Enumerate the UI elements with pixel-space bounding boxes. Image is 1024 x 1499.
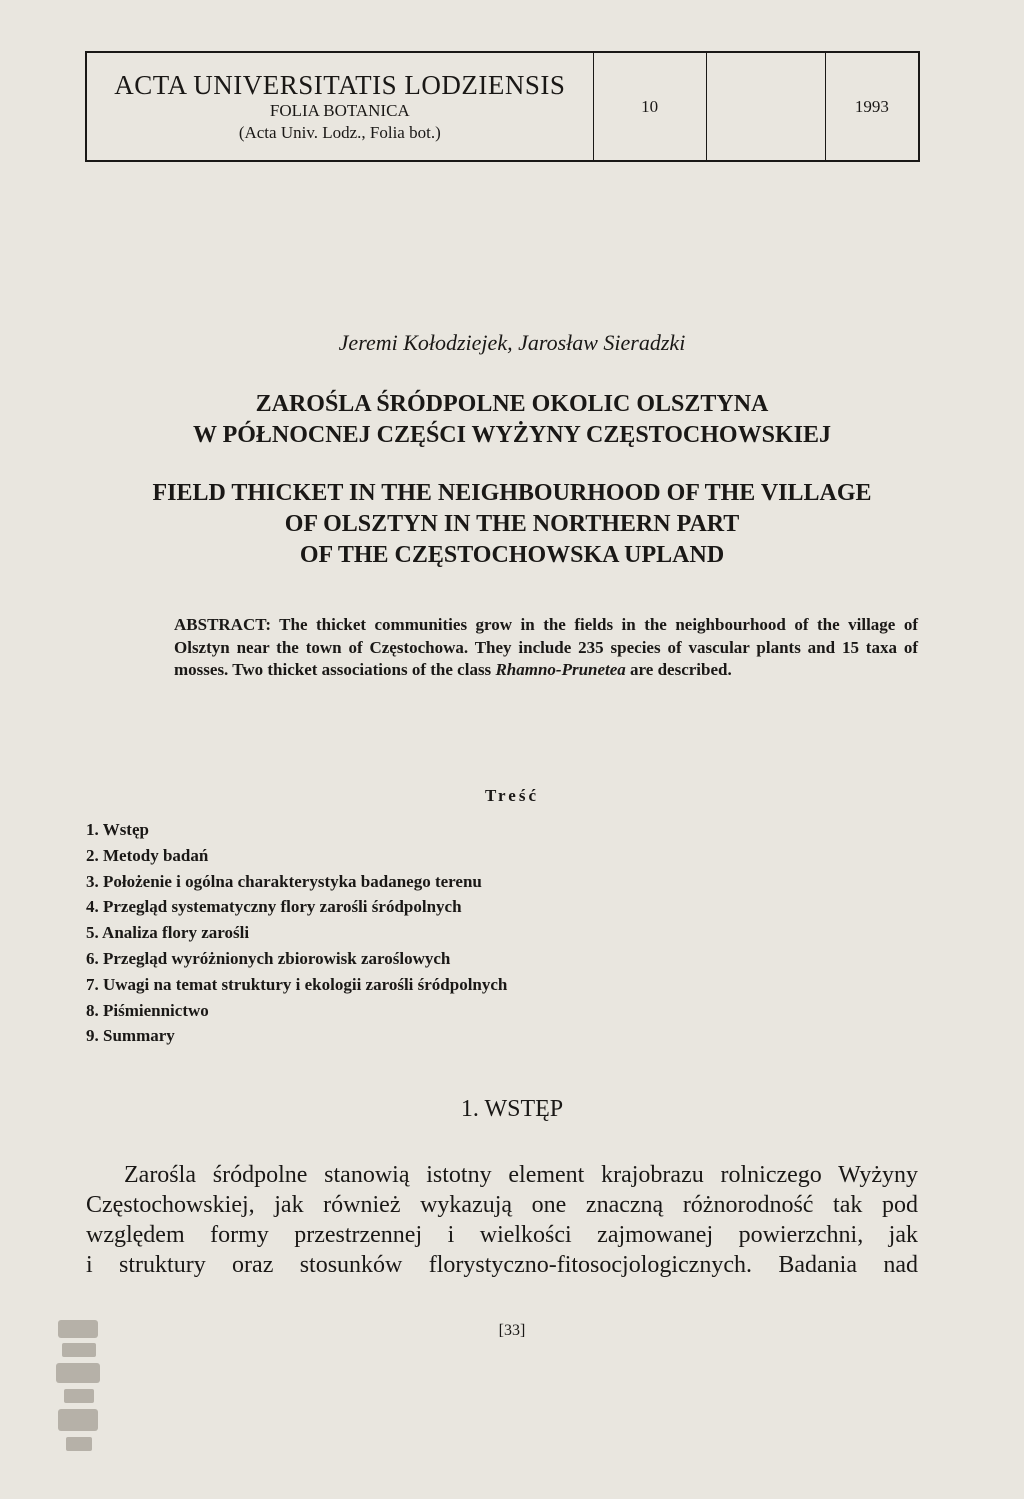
title-english-line: OF OLSZTYN IN THE NORTHERN PART — [284, 511, 740, 537]
authors: Jeremi Kołodziejek, Jarosław Sieradzki — [338, 330, 686, 355]
page-number: [33] — [498, 1322, 526, 1339]
table-of-contents — [86, 817, 786, 1049]
journal-name: ACTA UNIVERSITATIS LODZIENSIS — [114, 69, 566, 100]
body-line: względem formy przestrzennej i wielkości zajmowanej powierzchni, jak — [86, 1222, 918, 1248]
abstract-end: are described. — [630, 660, 732, 679]
toc-item: 1. Wstęp — [86, 820, 149, 839]
volume-cell — [593, 52, 706, 161]
journal-abbreviation: (Acta Univ. Lodz., Folia bot.) — [238, 122, 441, 142]
publication-year: 1993 — [854, 96, 889, 116]
body-line: Częstochowskiej, jak również wykazują one znaczną różnorodność tak pod — [86, 1192, 918, 1218]
journal-series: FOLIA BOTANICA — [269, 100, 410, 120]
title-polish — [0, 389, 1024, 451]
title-polish-line: W PÓŁNOCNEJ CZĘŚCI WYŻYNY CZĘSTOCHOWSKIEJ — [193, 422, 831, 448]
body-paragraph — [86, 1160, 918, 1280]
year-cell — [825, 52, 919, 161]
toc-item: 7. Uwagi na temat struktury i ekologii zarośli śródpolnych — [86, 974, 508, 994]
abstract-text: The thicket communities grow in the fields in the neighbourhood of the village of Olsztyn near the town of Częstochowa. They include 235 species of vascular plants and 15 taxa of mosses. Two thicket associations of the class — [174, 615, 918, 679]
volume-number: 10 — [641, 96, 659, 116]
empty-cell — [706, 52, 825, 161]
toc-item: 8. Piśmiennictwo — [86, 1000, 209, 1020]
section-heading: 1. WSTĘP — [460, 1096, 564, 1122]
library-stamp-mark — [48, 1315, 128, 1465]
toc-item: 2. Metody badań — [86, 845, 209, 865]
toc-item: 9. Summary — [86, 1026, 175, 1046]
title-english-line: OF THE CZĘSTOCHOWSKA UPLAND — [299, 542, 725, 568]
toc-item: 3. Położenie i ogólna charakterystyka badanego terenu — [86, 871, 482, 891]
journal-header-table — [85, 51, 920, 162]
body-line: i struktury oraz stosunków florystyczno-fitosocjologicznych. Badania nad — [86, 1252, 918, 1278]
title-polish-line: ZAROŚLA ŚRÓDPOLNE OKOLIC OLSZTYNA — [255, 391, 769, 417]
title-english-line: FIELD THICKET IN THE NEIGHBOURHOOD OF THE VILLAGE — [152, 480, 872, 506]
abstract-label: ABSTRACT: — [174, 615, 271, 634]
title-english — [0, 478, 1024, 571]
toc-title: Treść — [484, 786, 540, 805]
body-line: Zarośla śródpolne stanowią istotny element krajobrazu rolniczego Wyżyny — [124, 1162, 918, 1188]
abstract — [174, 614, 918, 682]
toc-item: 5. Analiza flory zarośli — [86, 923, 250, 943]
journal-title-cell — [86, 52, 593, 161]
toc-item: 6. Przegląd wyróżnionych zbiorowisk zaroślowych — [86, 948, 451, 968]
abstract-class-name: Rhamno-Prunetea — [495, 660, 626, 679]
toc-item: 4. Przegląd systematyczny flory zarośli śródpolnych — [86, 897, 462, 917]
